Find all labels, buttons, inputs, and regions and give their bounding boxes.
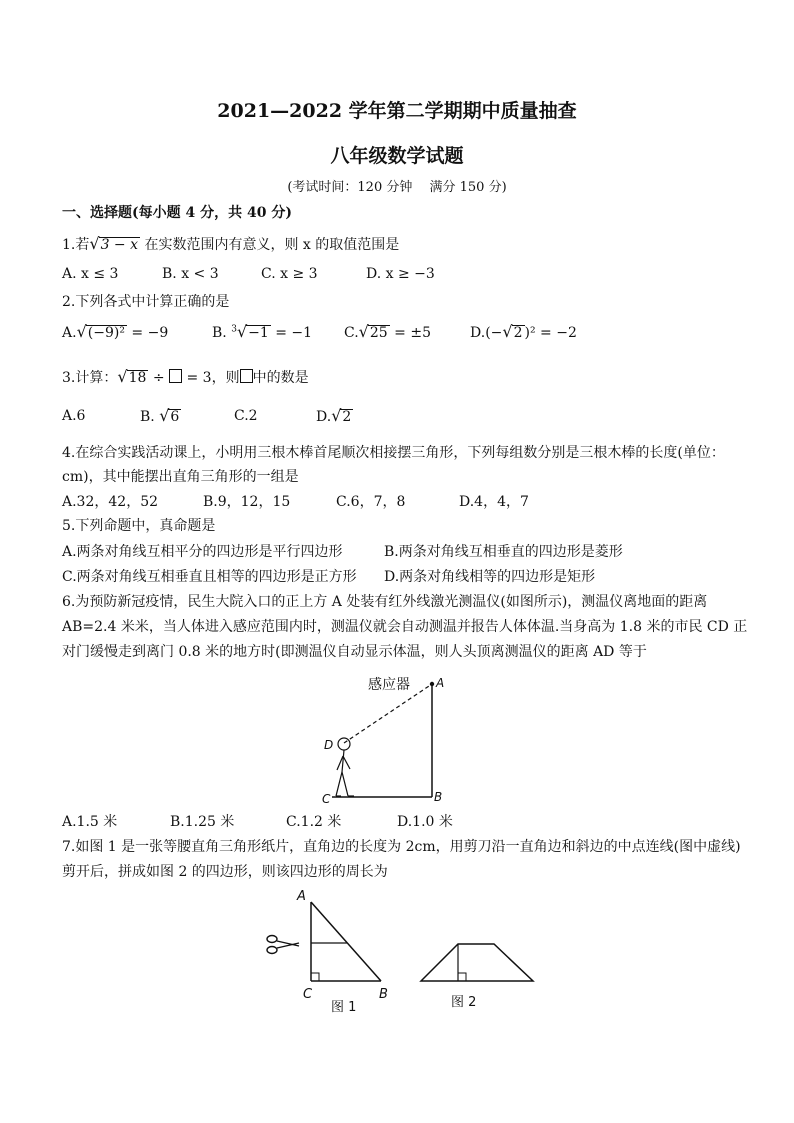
point-label-d: D	[324, 738, 334, 752]
q2-option-d: D.(−√2 )² = −2	[470, 322, 577, 341]
q1-prefix: 1.若	[62, 237, 90, 253]
scissors-icon	[267, 936, 299, 954]
q5-option-a: A.两条对角线互相平分的四边形是平行四边形	[62, 544, 343, 560]
q4-line1: 4.在综合实践活动课上，小明用三根木棒首尾顺次相接摆三角形，下列每组数分别是三根木棒的长度(单位：	[62, 445, 725, 461]
section-heading: 一、选择题(每小题 4 分，共 40 分)	[62, 205, 292, 221]
q1-suffix: 在实数范围内有意义，则 x 的取值范围是	[144, 237, 400, 253]
q6-line2: AB=2.4 米米，当人体进入感应范围内时，测温仪就会自动测温并报告人体体温.当身高为 1.8 米的市民 CD 正	[62, 619, 748, 635]
cube-root-sign-icon: √	[236, 322, 248, 341]
fig2-caption: 图 2	[451, 995, 477, 1010]
sqrt-sign-icon: √	[358, 322, 369, 341]
q6-option-d: D.1.0 米	[397, 814, 453, 830]
q1-option-c: C. x ≥ 3	[261, 266, 318, 282]
q6-option-a: A.1.5 米	[62, 814, 118, 830]
q4-option-a: A.32，42，52	[62, 494, 159, 510]
sensor-point-a	[430, 682, 434, 686]
q7-line2: 剪开后，拼成如图 2 的四边形，则该四边形的周长为	[62, 864, 388, 880]
q4-option-c: C.6，7，8	[336, 494, 406, 510]
q1-radicand: 3 − x	[100, 237, 138, 253]
q2-option-c: C.√25 = ±5	[344, 322, 431, 341]
fig1-label-c: C	[303, 987, 313, 1002]
q5-option-d: D.两条对角线相等的四边形是矩形	[384, 569, 596, 585]
blank-box-icon	[169, 369, 182, 383]
q7-figures	[255, 888, 565, 1018]
person-figure-icon	[336, 738, 354, 796]
sqrt-sign-icon: √	[89, 234, 100, 253]
figure-2-quadrilateral	[421, 944, 533, 981]
exam-info: (考试时间：120 分钟 满分 150 分)	[287, 180, 507, 195]
q3-option-c: C.2	[234, 408, 258, 424]
exam-subtitle: 八年级数学试题	[330, 145, 464, 167]
fig1-label-b: B	[379, 987, 388, 1002]
q4-option-b: B.9，12，15	[203, 494, 291, 510]
q5-stem: 5.下列命题中，真命题是	[62, 518, 216, 534]
q4-line2: cm)，其中能摆出直角三角形的一组是	[62, 469, 299, 485]
sensor-label: 感应器	[368, 677, 410, 693]
q6-figure	[310, 670, 470, 810]
q6-line1: 6.为预防新冠疫情，民生大院入口的正上方 A 处装有红外线激光测温仪(如图所示)，测温仪离地面的距离	[62, 594, 708, 610]
exam-title: 2021—2022 学年第二学期期中质量抽查	[217, 100, 577, 122]
point-label-c: C	[322, 792, 331, 806]
q4-option-d: D.4，4，7	[459, 494, 529, 510]
question-3: 3.计算：√18 ÷ = 3，则 中的数是	[62, 367, 309, 386]
point-label-a: A	[436, 676, 445, 690]
q2-option-b: B. $^3$√−1 = −1	[212, 322, 313, 341]
q3-option-d: D.√2	[316, 406, 352, 425]
q6-line3: 对门缓慢走到离门 0.8 米的地方时(即测温仪自动显示体温，则人头顶离测温仪的距离 AD 等于	[62, 644, 647, 660]
sqrt-sign-icon: √	[331, 406, 342, 425]
sqrt-sign-icon: √	[117, 367, 128, 386]
q5-option-c: C.两条对角线互相垂直且相等的四边形是正方形	[62, 569, 357, 585]
point-label-b: B	[434, 790, 443, 804]
q5-option-b: B.两条对角线互相垂直的四边形是菱形	[384, 544, 623, 560]
q7-line1: 7.如图 1 是一张等腰直角三角形纸片，直角边的长度为 2cm，用剪刀沿一直角边和斜边的中点连线(图中虚线)	[62, 839, 741, 855]
blank-box-icon	[240, 369, 253, 383]
q1-option-b: B. x < 3	[162, 266, 219, 282]
q2-stem: 2.下列各式中计算正确的是	[62, 294, 230, 310]
q2-option-a: A.√(−9)² = −9	[62, 322, 169, 341]
figure-1-triangle	[311, 902, 381, 981]
sqrt-sign-icon: √	[502, 322, 513, 341]
q6-option-c: C.1.2 米	[286, 814, 342, 830]
question-1	[62, 234, 399, 254]
q6-option-b: B.1.25 米	[170, 814, 235, 830]
q3-option-b: B. √6	[140, 406, 180, 425]
fig1-caption: 图 1	[331, 1000, 357, 1015]
sqrt-sign-icon: √	[159, 406, 170, 425]
sqrt-sign-icon: √	[76, 322, 87, 341]
q3-option-a: A.6	[62, 408, 86, 424]
q1-option-a: A. x ≤ 3	[62, 266, 119, 282]
fig1-label-a: A	[297, 889, 306, 904]
q1-option-d: D. x ≥ −3	[366, 266, 435, 282]
